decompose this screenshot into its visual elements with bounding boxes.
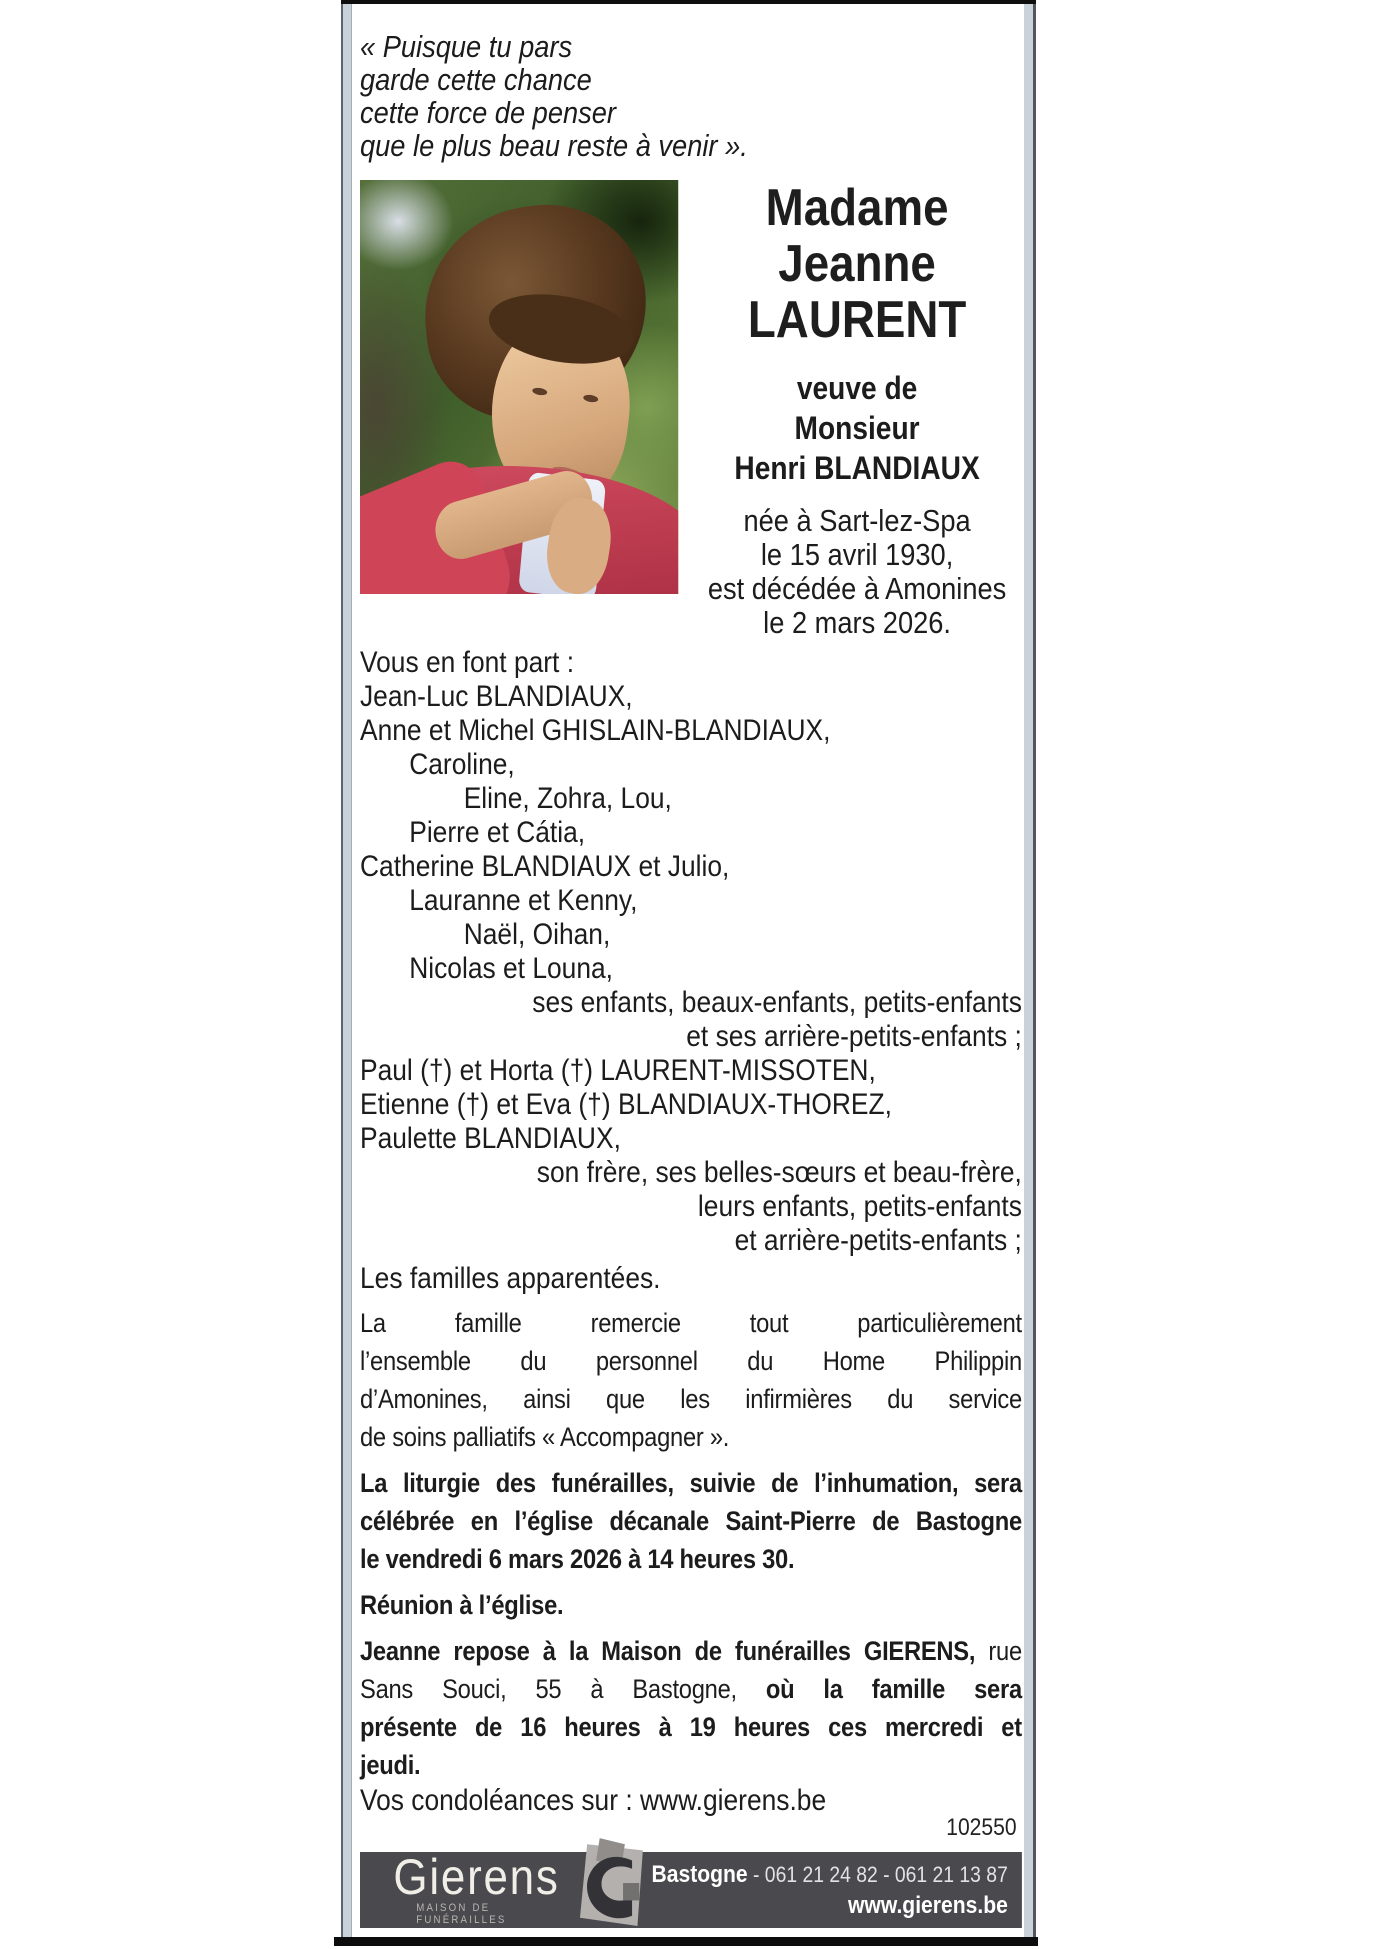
liturgy-line: célébrée en l’église décanale Saint-Pierre de Bastogne [360, 1506, 1022, 1536]
gierens-emblem-icon [571, 1831, 652, 1931]
family-line: Lauranne et Kenny, [409, 884, 638, 917]
condolences-line: Vos condoléances sur : www.gierens.be [360, 1784, 827, 1817]
liturgy-line: le vendredi 6 mars 2026 à 14 heures 30. [360, 1544, 795, 1574]
life-line: est décédée à Amonines [707, 571, 1007, 606]
family-line: son frère, ses belles-sœurs et beau-frère, [536, 1156, 1022, 1189]
family-line: et ses arrière-petits-enfants ; [686, 1020, 1022, 1053]
widow-line: Henri BLANDIAUX [734, 450, 980, 486]
opening-quote [360, 30, 1022, 162]
reunion-line [360, 1586, 1022, 1624]
thanks-line: l’ensemble du personnel du Home Philippin [360, 1346, 1022, 1376]
deceased-name-line: Madame [765, 179, 949, 237]
quote-line: cette force de penser [360, 95, 616, 130]
birth-death-block [692, 504, 1022, 640]
liturgy-line: La liturgie des funérailles, suivie de l’inhumation, sera [360, 1468, 1022, 1498]
repose-bold-segment: Jeanne repose à la Maison de funérailles GIERENS, [360, 1636, 976, 1666]
family-line: Jean-Luc BLANDIAUX, [360, 680, 633, 713]
widow-of-block [692, 368, 1022, 488]
deceased-name-line: LAURENT [747, 291, 967, 349]
reference-number: 102550 [946, 1814, 1017, 1841]
repose-regular-segment: Sans Souci, 55 à Bastogne, [360, 1674, 737, 1704]
deceased-name [692, 180, 1022, 348]
family-line: Pierre et Cátia, [409, 816, 586, 849]
quote-line: « Puisque tu pars [360, 29, 573, 64]
widow-line: veuve de [796, 370, 918, 406]
notice-content [360, 4, 1022, 1949]
thanks-line: La famille remercie tout particulièrement [360, 1308, 1022, 1338]
deceased-name-line: Jeanne [778, 235, 936, 293]
quote-line: garde cette chance [360, 62, 592, 97]
family-line: Paulette BLANDIAUX, [360, 1122, 621, 1155]
frame-right-bar [1024, 4, 1036, 1939]
related-families-line: Les familles apparentées. [360, 1262, 661, 1295]
city-label: Bastogne [651, 1861, 748, 1888]
contact-block [651, 1859, 1007, 1921]
brand-tagline: MAISON DE FUNÉRAILLES [416, 1902, 507, 1926]
life-line: le 15 avril 1930, [760, 537, 954, 572]
family-line: et arrière-petits-enfants ; [734, 1224, 1022, 1257]
website-url: www.gierens.be [847, 1892, 1008, 1919]
family-line: Naël, Oihan, [463, 918, 611, 951]
family-line: Anne et Michel GHISLAIN-BLANDIAUX, [360, 714, 831, 747]
family-line: Etienne (†) et Eva (†) BLANDIAUX-THOREZ, [360, 1088, 892, 1121]
thanks-line: de soins palliatifs « Accompagner ». [360, 1422, 730, 1452]
repose-bold-segment: où la famille sera [765, 1674, 1022, 1704]
bottom-rule [334, 1937, 1038, 1946]
repose-line: présente de 16 heures à 19 heures ces mercredi et [360, 1712, 1022, 1742]
reunion-text: Réunion à l’église. [360, 1590, 564, 1620]
brand-name: Gierens [393, 1849, 560, 1905]
liturgy-paragraph [360, 1464, 1022, 1578]
family-line: ses enfants, beaux-enfants, petits-enfants [532, 986, 1022, 1019]
phone-numbers: - 061 21 24 82 - 061 21 13 87 [747, 1862, 1008, 1887]
obituary-notice-frame [341, 0, 1036, 1949]
portrait-photo [360, 180, 678, 594]
repose-line [360, 1632, 1022, 1670]
thanks-line: d’Amonines, ainsi que les infirmières du service [360, 1384, 1022, 1414]
photo-identity-row [360, 180, 1022, 640]
repose-paragraph [360, 1632, 1022, 1784]
funeral-home-banner [360, 1849, 1022, 1928]
life-line: le 2 mars 2026. [763, 605, 951, 640]
frame-left-bar [341, 4, 352, 1939]
family-line: Caroline, [409, 748, 515, 781]
gierens-brand [393, 1849, 561, 1926]
announcement-intro: Vous en font part : [360, 646, 575, 679]
family-line: Eline, Zohra, Lou, [463, 782, 672, 815]
family-announcement-list [360, 646, 1022, 1296]
widow-line: Monsieur [794, 410, 920, 446]
family-line: leurs enfants, petits-enfants [697, 1190, 1022, 1223]
family-line: Paul (†) et Horta (†) LAURENT-MISSOTEN, [360, 1054, 876, 1087]
deceased-identity [692, 180, 1022, 640]
repose-line: jeudi. [360, 1750, 421, 1780]
quote-line: que le plus beau reste à venir ». [360, 128, 748, 163]
family-line: Catherine BLANDIAUX et Julio, [360, 850, 730, 883]
repose-regular-segment: rue [988, 1636, 1022, 1666]
repose-line [360, 1670, 1022, 1708]
life-line: née à Sart-lez-Spa [743, 503, 971, 538]
thanks-paragraph [360, 1304, 1022, 1456]
phone-line [651, 1859, 1007, 1890]
family-line: Nicolas et Louna, [409, 952, 613, 985]
